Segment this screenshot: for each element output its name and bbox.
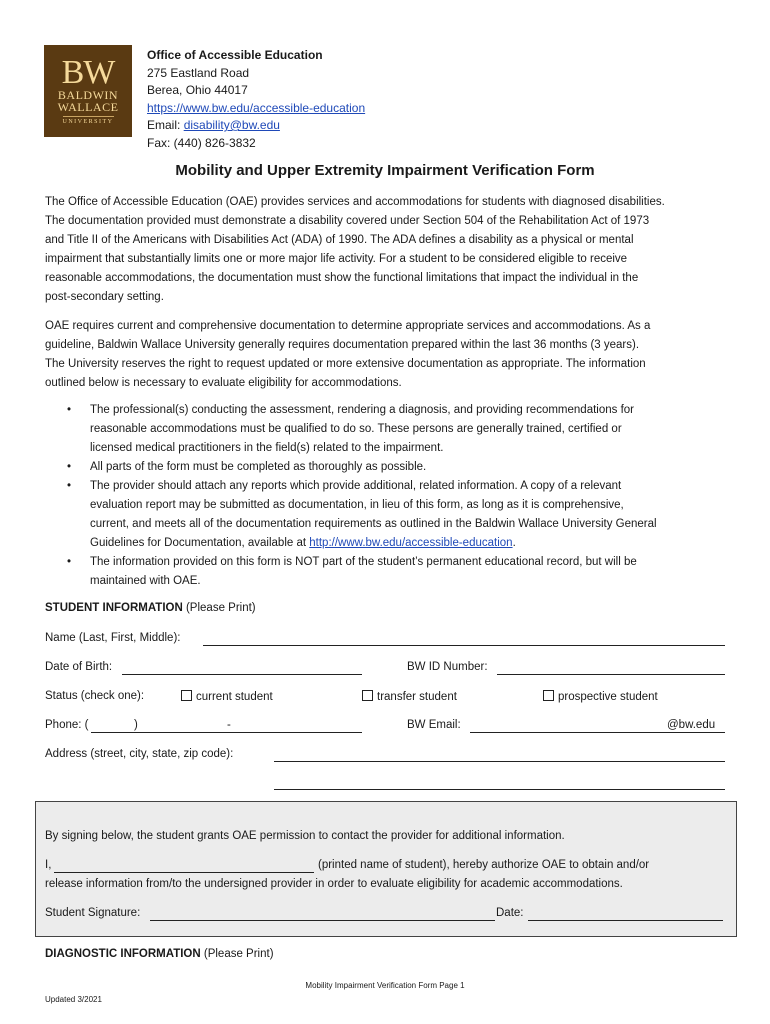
- requirements-list: [45, 401, 730, 591]
- bw-id-field[interactable]: [497, 674, 725, 675]
- student-signature-label: Student Signature:: [45, 907, 141, 919]
- text-line: outlined below is necessary to evaluate eligibility for accommodations.: [45, 377, 402, 389]
- email-line: [147, 117, 365, 135]
- heading-note: (Please Print): [200, 948, 274, 960]
- name-field[interactable]: [203, 645, 725, 646]
- text-line: The information provided on this form is NOT part of the student’s permanent educational record, but will be: [90, 556, 637, 568]
- text-line: impairment that substantially limits one or more major life activity. For a student to be considered eligible to receive: [45, 253, 628, 265]
- intro-paragraph-1: [45, 193, 730, 307]
- release-text: release information from/to the undersigned provider in order to evaluate eligibility for academic accommodations.: [45, 878, 623, 890]
- list-item: [45, 458, 730, 477]
- page-footer: Mobility Impairment Verification Form Page 1: [305, 981, 465, 990]
- bullet-icon: •: [67, 556, 72, 568]
- student-info-heading: [45, 602, 256, 614]
- text-line: evaluation report may be submitted as documentation, in lieu of this form, as long as it is comprehensive,: [90, 499, 624, 511]
- website-link[interactable]: https://www.bw.edu/accessible-education: [147, 100, 366, 115]
- form-title: Mobility and Upper Extremity Impairment Verification Form: [175, 162, 595, 179]
- option-label: prospective student: [558, 691, 658, 703]
- text-line: OAE requires current and comprehensive documentation to determine appropriate services and accommodations. As a: [45, 320, 651, 332]
- text-line: and Title II of the Americans with Disabilities Act (ADA) of 1990. The ADA defines a disability as a physical or mental: [45, 234, 634, 246]
- checkbox-icon[interactable]: [181, 690, 192, 701]
- text-line: reasonable accommodations, the documentation must show the functional limitations that impact the individual in the: [45, 272, 639, 284]
- list-item: [45, 477, 730, 553]
- logo-wallace-text: WALLACE: [57, 100, 119, 114]
- text-line: licensed medical practitioners in the field(s) related to the impairment.: [90, 442, 444, 454]
- phone-dash: -: [227, 719, 231, 731]
- logo-baldwin-text: BALDWIN: [57, 88, 119, 102]
- status-prospective-option[interactable]: [543, 690, 658, 703]
- bw-email-field[interactable]: [470, 732, 725, 733]
- text-line: The provider should attach any reports which provide additional, related information. A copy of a relevant: [90, 480, 622, 492]
- date-label: Date:: [496, 907, 524, 919]
- text-line: post-secondary setting.: [45, 291, 164, 303]
- text-line: maintained with OAE.: [90, 575, 201, 587]
- checkbox-icon[interactable]: [362, 690, 373, 701]
- text-line: The University reserves the right to request updated or more extensive documentation as appropriate. The information: [45, 358, 646, 370]
- authorize-text: (printed name of student), hereby authorize OAE to obtain and/or: [318, 859, 650, 871]
- status-label: Status (check one):: [45, 690, 145, 702]
- phone-paren: ): [134, 719, 138, 731]
- office-name: Office of Accessible Education: [147, 48, 323, 62]
- fax-line: Fax: (440) 826-3832: [147, 135, 256, 150]
- consent-text: By signing below, the student grants OAE permission to contact the provider for additional information.: [45, 830, 565, 842]
- consent-i-label: I,: [45, 859, 52, 871]
- text-line: reasonable accommodations must be qualified to do so. These persons are generally trained, certified or: [90, 423, 622, 435]
- email-link[interactable]: disability@bw.edu: [183, 118, 280, 132]
- logo-bw-text: BW: [61, 54, 115, 91]
- phone-field[interactable]: [91, 732, 362, 733]
- text-line: [90, 534, 730, 553]
- logo-university-text: UNIVERSITY: [63, 116, 114, 125]
- dob-label: Date of Birth:: [45, 661, 113, 673]
- option-label: current student: [196, 691, 273, 703]
- address-field-line-1[interactable]: [274, 761, 725, 762]
- bw-logo: [44, 45, 132, 137]
- text-line: The documentation provided must demonstrate a disability covered under Section 504 of the Rehabilitation Act of 1973: [45, 215, 650, 227]
- address-field-line-2[interactable]: [274, 789, 725, 790]
- street-address: 275 Eastland Road: [147, 65, 250, 80]
- student-signature-field[interactable]: [150, 920, 495, 921]
- status-current-option[interactable]: [181, 690, 273, 703]
- contact-block: [147, 47, 365, 152]
- text-line: The Office of Accessible Education (OAE) provides services and accommodations for students with diagnosed disabilities.: [45, 196, 665, 208]
- intro-paragraph-2: [45, 317, 730, 393]
- status-transfer-option[interactable]: [362, 690, 457, 703]
- diagnostic-info-heading: [45, 948, 274, 960]
- text-span: .: [512, 537, 516, 549]
- name-label: Name (Last, First, Middle):: [45, 632, 181, 644]
- bw-email-suffix: @bw.edu: [667, 719, 716, 731]
- address-label: Address (street, city, state, zip code):: [45, 748, 234, 760]
- section-heading: STUDENT INFORMATION: [45, 602, 183, 614]
- option-label: transfer student: [377, 691, 457, 703]
- text-span: Guidelines for Documentation, available at: [90, 537, 310, 549]
- text-line: All parts of the form must be completed as thoroughly as possible.: [90, 461, 427, 473]
- city-state-zip: Berea, Ohio 44017: [147, 83, 248, 97]
- date-field[interactable]: [528, 920, 723, 921]
- checkbox-icon[interactable]: [543, 690, 554, 701]
- text-line: guideline, Baldwin Wallace University generally requires documentation prepared within the last 36 months (3 years).: [45, 339, 640, 351]
- printed-name-field[interactable]: [54, 872, 314, 873]
- section-heading: DIAGNOSTIC INFORMATION: [45, 948, 201, 960]
- list-item: [45, 553, 730, 591]
- list-item: [45, 401, 730, 458]
- bullet-icon: •: [67, 461, 72, 473]
- guidelines-link[interactable]: http://www.bw.edu/accessible-education: [309, 537, 513, 549]
- bw-email-label: BW Email:: [407, 719, 461, 731]
- bw-id-label: BW ID Number:: [407, 661, 488, 673]
- bullet-icon: •: [67, 404, 72, 416]
- heading-note: (Please Print): [182, 602, 256, 614]
- email-label: Email:: [147, 118, 184, 132]
- dob-field[interactable]: [122, 674, 362, 675]
- bullet-icon: •: [67, 480, 72, 492]
- phone-label: Phone: (: [45, 719, 89, 731]
- text-line: current, and meets all of the documentation requirements as outlined in the Baldwin Wallace University General: [90, 518, 657, 530]
- updated-date: Updated 3/2021: [45, 995, 102, 1004]
- text-line: The professional(s) conducting the assessment, rendering a diagnosis, and providing recommendations for: [90, 404, 634, 416]
